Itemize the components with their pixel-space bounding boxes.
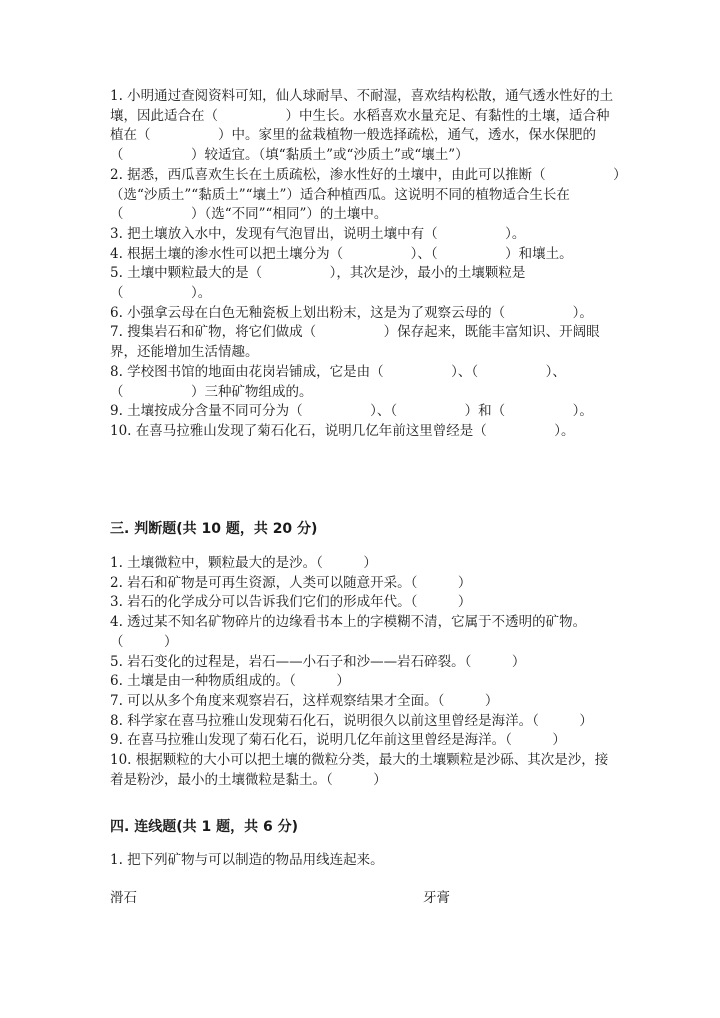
- judge-item-9: 9. 在喜马拉雅山发现了菊石化石，说明几亿年前这里曾经是海洋。（ ）: [110, 732, 566, 749]
- judge-item-3: 3. 岩石的化学成分可以告诉我们它们的形成年代。（ ）: [110, 594, 472, 611]
- matching-instruction: 1. 把下列矿物与可以制造的物品用线连起来。: [110, 852, 384, 868]
- match-right-product[interactable]: 牙膏: [423, 890, 450, 906]
- fill-item-9: 9. 土壤按成分含量不同可分为（ ）、（ ）和（ ）。: [110, 403, 593, 420]
- judge-item-2: 2. 岩石和矿物是可再生资源，人类可以随意开采。（ ）: [110, 574, 472, 591]
- fill-item-6: 6. 小强拿云母在白色无釉瓷板上划出粉末，这是为了观察云母的（ ）。: [110, 304, 593, 321]
- judge-item-6: 6. 土壤是由一种物质组成的。（ ）: [110, 673, 350, 690]
- judge-item-1: 1. 土壤微粒中，颗粒最大的是沙。（ ）: [110, 555, 377, 571]
- fill-item-1: 1. 小明通过查阅资料可知，仙人球耐旱、不耐湿，喜欢结构松散，通气透水性好的土壤，因此适合在（ ）中生长。水稻喜欢水量充足、有黏性的土壤，适合种植在（ ）中。家里的盆栽植物一般选择疏松，通气，透水，保水保肥的（ ）较适宜。（填“黏质土”或“沙质土”或“壤土”）: [110, 88, 614, 164]
- fill-item-7: 7. 搜集岩石和矿物，将它们做成（ ）保存起来，既能丰富知识、开阔眼界，还能增加生活情趣。: [110, 324, 600, 361]
- fill-blank-list: [110, 87, 620, 442]
- judge-item-10: 10. 根据颗粒的大小可以把土壤的微粒分类，最大的土壤颗粒是沙砾、其次是沙，接着是粉沙，最小的土壤微粒是黏土。（ ）: [110, 752, 609, 788]
- section-heading-judge: 三. 判断题(共 10 题，共 20 分): [110, 521, 318, 537]
- judge-item-4: 4. 透过某不知名矿物碎片的边缘看书本上的字模糊不清，它属于不透明的矿物。（ ）: [110, 614, 587, 650]
- fill-item-3: 3. 把土壤放入水中，发现有气泡冒出，说明土壤中有（ ）。: [110, 225, 526, 242]
- fill-item-8: 8. 学校图书馆的地面由花岗岩铺成，它是由（ ）、（ ）、（ ）三种矿物组成的。: [110, 363, 566, 400]
- section-heading-matching: 四. 连线题(共 1 题，共 6 分): [110, 819, 298, 835]
- judge-item-7: 7. 可以从多个角度来观察岩石，这样观察结果才全面。（ ）: [110, 692, 499, 709]
- judge-list: [110, 554, 620, 790]
- match-left-mineral[interactable]: 滑石: [110, 890, 137, 906]
- fill-item-5: 5. 土壤中颗粒最大的是（ ），其次是沙，最小的土壤颗粒是（ ）。: [110, 265, 526, 302]
- judge-item-8: 8. 科学家在喜马拉雅山发现菊石化石，说明很久以前这里曾经是海洋。（ ）: [110, 712, 593, 729]
- fill-item-10: 10. 在喜马拉雅山发现了菊石化石，说明几亿年前这里曾经是（ ）。: [110, 422, 575, 439]
- fill-item-4: 4. 根据土壤的渗水性可以把土壤分为（ ）、（ ）和壤土。: [110, 245, 573, 262]
- fill-item-2: 2. 据悉，西瓜喜欢生长在土质疏松，渗水性好的土壤中，由此可以推断（ ）（选“沙质土”“黏质土”“壤土”）适合种植西瓜。这说明不同的植物适合生长在（ ）（选“不同”“相同”）的土壤中。: [110, 166, 620, 223]
- judge-item-5: 5. 岩石变化的过程是，岩石——小石子和沙——岩石碎裂。（ ）: [110, 653, 526, 670]
